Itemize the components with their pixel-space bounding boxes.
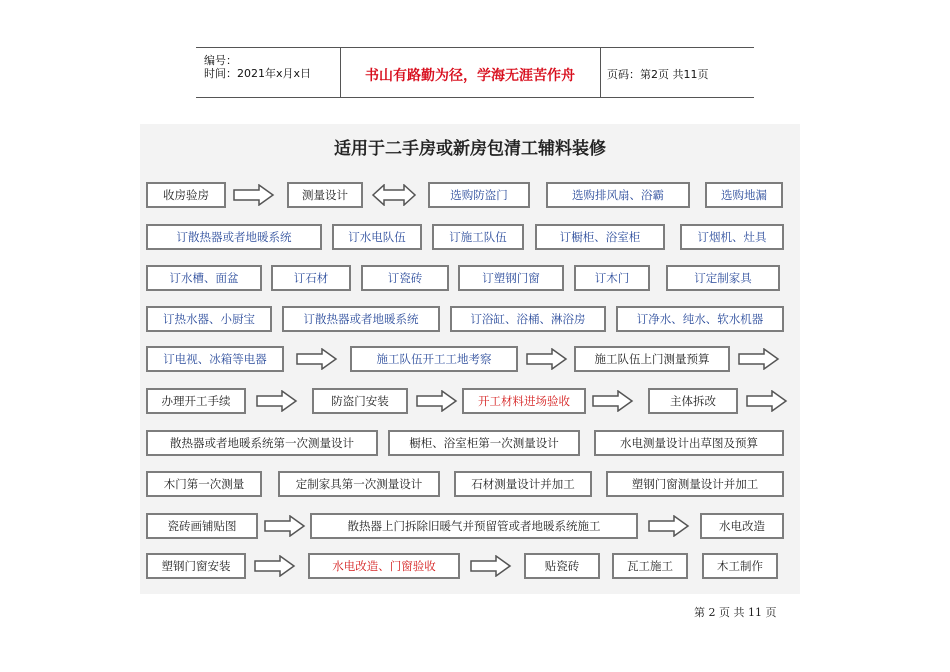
step-box: 订散热器或者地暖系统 bbox=[282, 306, 440, 332]
step-box: 水电测量设计出草图及预算 bbox=[594, 430, 784, 456]
step-box: 选购防盗门 bbox=[428, 182, 530, 208]
step-box: 瓷砖画铺贴图 bbox=[146, 513, 258, 539]
header-motto-cell bbox=[340, 48, 601, 97]
arrow-right-icon bbox=[256, 390, 298, 412]
arrow-right-icon bbox=[592, 390, 634, 412]
step-box: 散热器或者地暖系统第一次测量设计 bbox=[146, 430, 378, 456]
flowchart bbox=[140, 124, 800, 594]
step-box: 水电改造 bbox=[700, 513, 784, 539]
step-box: 选购排风扇、浴霸 bbox=[546, 182, 690, 208]
step-box: 塑钢门窗安装 bbox=[146, 553, 246, 579]
step-box: 订木门 bbox=[574, 265, 650, 291]
double-arrow-icon bbox=[372, 184, 416, 206]
step-box: 选购地漏 bbox=[705, 182, 783, 208]
time-label: 时间：2021年x月x日 bbox=[204, 67, 312, 80]
step-box: 办理开工手续 bbox=[146, 388, 246, 414]
arrow-right-icon bbox=[470, 555, 512, 577]
page-footer: 第 2 页 共 11 页 bbox=[694, 606, 777, 619]
arrow-right-icon bbox=[526, 348, 568, 370]
step-box: 订热水器、小厨宝 bbox=[146, 306, 272, 332]
step-box: 木工制作 bbox=[702, 553, 778, 579]
number-label: 编号： bbox=[204, 54, 237, 67]
step-box: 订定制家具 bbox=[666, 265, 780, 291]
step-box: 石材测量设计并加工 bbox=[454, 471, 592, 497]
step-box: 塑钢门窗测量设计并加工 bbox=[606, 471, 784, 497]
step-box: 瓦工施工 bbox=[612, 553, 688, 579]
step-box: 订施工队伍 bbox=[432, 224, 524, 250]
arrow-right-icon bbox=[746, 390, 788, 412]
step-box: 订橱柜、浴室柜 bbox=[535, 224, 665, 250]
arrow-right-icon bbox=[296, 348, 338, 370]
step-box: 订电视、冰箱等电器 bbox=[146, 346, 284, 372]
step-box: 散热器上门拆除旧暖气并预留管或者地暖系统施工 bbox=[310, 513, 638, 539]
step-box: 防盗门安装 bbox=[312, 388, 408, 414]
step-box: 订浴缸、浴桶、淋浴房 bbox=[450, 306, 606, 332]
step-box: 施工队伍开工工地考察 bbox=[350, 346, 518, 372]
step-box: 收房验房 bbox=[146, 182, 226, 208]
step-box: 订水槽、面盆 bbox=[146, 265, 262, 291]
flowchart-title: 适用于二手房或新房包清工辅料装修 bbox=[334, 139, 606, 159]
motto: 书山有路勤为径，学海无涯苦作舟 bbox=[365, 68, 575, 84]
step-box: 订瓷砖 bbox=[361, 265, 449, 291]
header-meta-cell bbox=[196, 48, 341, 97]
step-box: 水电改造、门窗验收 bbox=[308, 553, 460, 579]
document-header bbox=[196, 47, 754, 98]
step-box: 订净水、纯水、软水机器 bbox=[616, 306, 784, 332]
step-box: 测量设计 bbox=[287, 182, 363, 208]
header-page-cell bbox=[601, 48, 754, 97]
page-label: 页码：第2页 共11页 bbox=[607, 68, 709, 81]
step-box: 订烟机、灶具 bbox=[680, 224, 784, 250]
step-box: 订水电队伍 bbox=[332, 224, 422, 250]
step-box: 木门第一次测量 bbox=[146, 471, 262, 497]
step-box: 订塑钢门窗 bbox=[458, 265, 564, 291]
step-box: 订石材 bbox=[271, 265, 351, 291]
arrow-right-icon bbox=[254, 555, 296, 577]
arrow-right-icon bbox=[738, 348, 780, 370]
step-box: 定制家具第一次测量设计 bbox=[278, 471, 440, 497]
step-box: 施工队伍上门测量预算 bbox=[574, 346, 730, 372]
arrow-right-icon bbox=[648, 515, 690, 537]
step-box: 贴瓷砖 bbox=[524, 553, 600, 579]
arrow-right-icon bbox=[416, 390, 458, 412]
step-box: 订散热器或者地暖系统 bbox=[146, 224, 322, 250]
arrow-right-icon bbox=[233, 184, 275, 206]
step-box: 开工材料进场验收 bbox=[462, 388, 586, 414]
step-box: 主体拆改 bbox=[648, 388, 738, 414]
arrow-right-icon bbox=[264, 515, 306, 537]
step-box: 橱柜、浴室柜第一次测量设计 bbox=[388, 430, 580, 456]
